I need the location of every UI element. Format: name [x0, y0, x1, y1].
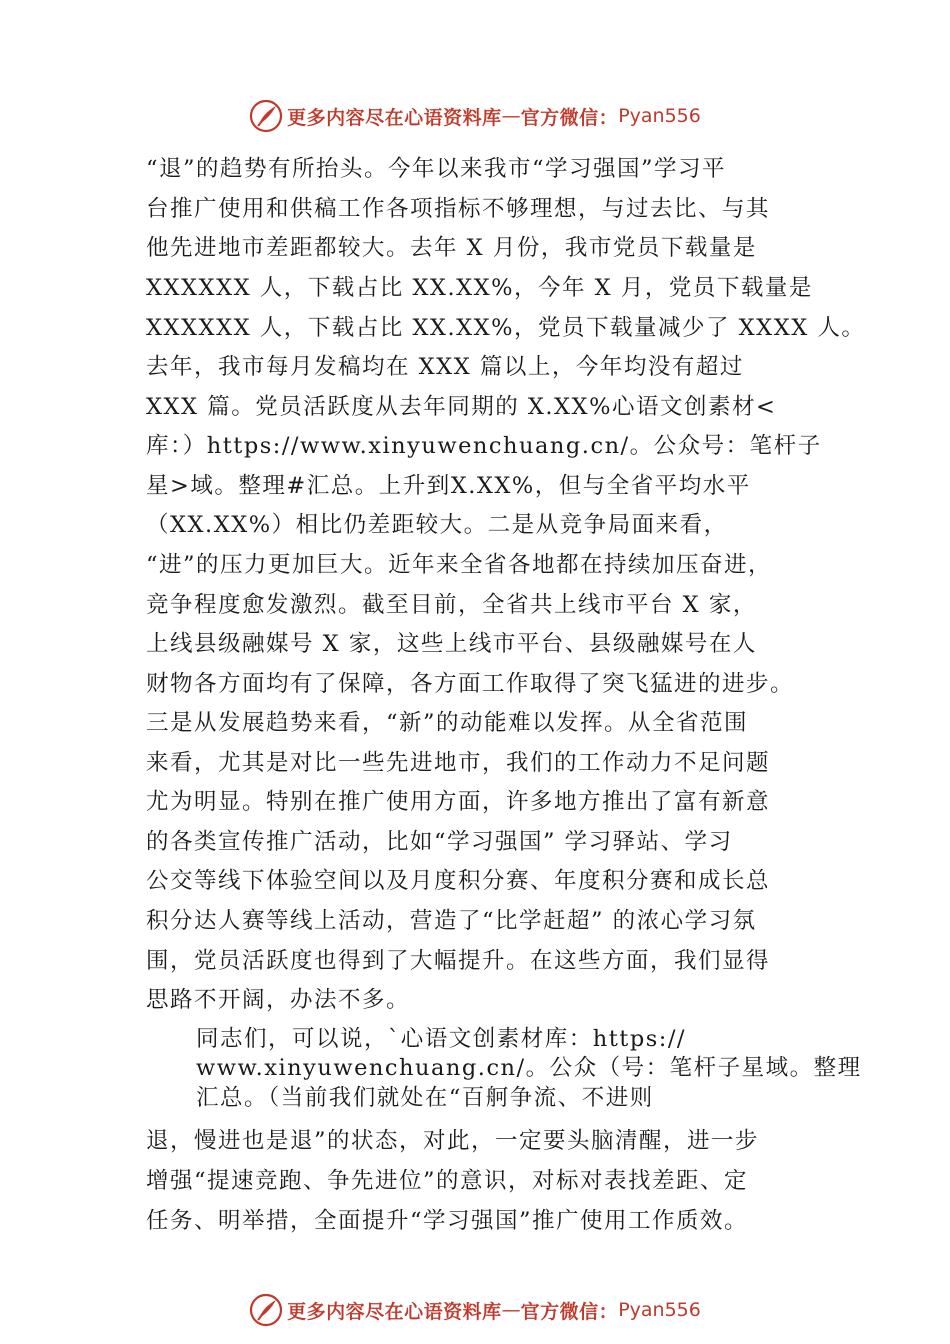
text-line: 围，党员活跃度也得到了大幅提升。在这些方面，我们显得 — [146, 948, 771, 974]
text-line: 汇总。（当前我们就处在“百舸争流、不进则 — [196, 1085, 654, 1111]
banner-account: Pyan556 — [618, 1299, 701, 1321]
text-line: XXX 篇。党员活跃度从去年同期的 X.XX%心语文创素材< — [146, 394, 777, 420]
banner-wechat-label: 官方微信： — [520, 106, 619, 129]
text-line: 积分达人赛等线上活动，营造了“比学赶超” 的浓心学习氛 — [146, 908, 757, 934]
text-line: “退”的趋势有所抬头。今年以来我市“学习强国”学习平 — [146, 156, 727, 182]
header-banner — [0, 96, 950, 136]
banner-dash: — — [501, 1299, 521, 1321]
text-line: “进”的压力更加巨大。近年来全省各地都在持续加压奋进， — [146, 552, 773, 578]
text-line: 尤为明显。特别在推广使用方面，许多地方推出了富有新意 — [146, 789, 771, 815]
footer-banner — [0, 1290, 950, 1330]
banner-account: Pyan556 — [618, 105, 701, 127]
text-line: XXXXXX 人，下载占比 XX.XX%，今年 X 月，党员下载量是 — [146, 275, 813, 301]
text-line: 他先进地市差距都较大。去年 X 月份，我市党员下载量是 — [146, 235, 757, 261]
text-line: XXXXXX 人，下载占比 XX.XX%，党员下载量减少了 XXXX 人。 — [146, 315, 866, 341]
text-line: 台推广使用和供稿工作各项指标不够理想，与过去比、与其 — [146, 196, 771, 222]
text-line: 同志们，可以说，`心语文创素材库：https:// — [196, 1026, 687, 1052]
text-line: 公交等线下体验空间以及月度积分赛、年度积分赛和成长总 — [146, 868, 771, 894]
text-line: 增强“提速竞跑、争先进位”的意识，对标对表找差距、定 — [146, 1168, 749, 1194]
banner-title: 更多内容尽在心语资料库 — [287, 1300, 502, 1323]
banner-dash: — — [501, 105, 521, 127]
banner-title: 更多内容尽在心语资料库 — [287, 106, 502, 129]
text-line: 三是从发展趋势来看，“新”的动能难以发挥。从全省范围 — [146, 710, 749, 736]
text-line: 竞争程度愈发激烈。截至目前，全省共上线市平台 X 家， — [146, 592, 757, 618]
text-line: 思路不开阔，办法不多。 — [146, 987, 411, 1013]
text-line: www.xinyuwenchuang.cn/。公众（号：笔杆子星域。整理 — [196, 1055, 862, 1081]
text-line: 去年，我市每月发稿均在 XXX 篇以上，今年均没有超过 — [146, 354, 744, 380]
text-line: 来看，尤其是对比一些先进地市，我们的工作动力不足问题 — [146, 750, 771, 776]
quill-logo-icon — [249, 99, 283, 133]
text-line: 财物各方面均有了保障，各方面工作取得了突飞猛进的进步。 — [146, 671, 795, 697]
text-line: 星>域。整理#汇总。上升到X.XX%，但与全省平均水平 — [146, 473, 751, 499]
banner-wechat-label: 官方微信： — [520, 1300, 619, 1323]
text-line: 任务、明举措，全面提升“学习强国”推广使用工作质效。 — [146, 1208, 749, 1234]
text-line: 上线县级融媒号 X 家，这些上线市平台、县级融媒号在人 — [146, 631, 757, 657]
text-line: 的各类宣传推广活动，比如“学习强国” 学习驿站、学习 — [146, 829, 733, 855]
quill-logo-icon — [249, 1293, 283, 1327]
text-line: （XX.XX%）相比仍差距较大。二是从竞争局面来看， — [146, 512, 728, 538]
text-line: 库：）https://www.xinyuwenchuang.cn/。公众号：笔杆子 — [146, 433, 822, 459]
text-line: 退，慢进也是退”的状态，对此，一定要头脑清醒，进一步 — [146, 1128, 760, 1154]
